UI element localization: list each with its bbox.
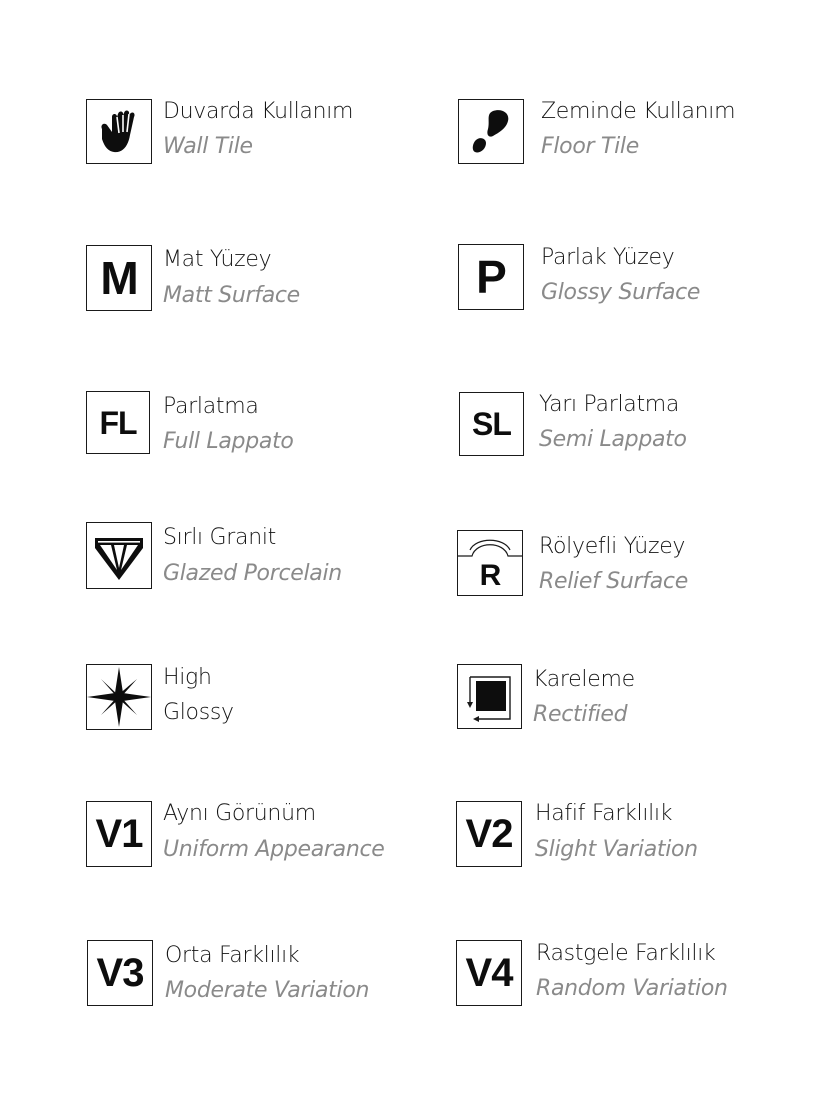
title: Parlak Yüzey (541, 245, 675, 270)
title: Duvarda Kullanım (163, 99, 354, 124)
badge-label: V1 (95, 812, 143, 856)
v1-icon (86, 801, 152, 867)
rectified-square-icon (457, 664, 522, 729)
badge-label: V2 (465, 812, 513, 856)
v2-icon (456, 801, 522, 867)
sparkle-star-icon (86, 664, 152, 730)
title: Parlatma (163, 394, 259, 419)
title: Rastgele Farklılık (536, 941, 716, 966)
subtitle: Matt Surface (163, 283, 300, 308)
v4-icon (456, 940, 522, 1006)
subtitle: Floor Tile (541, 134, 639, 159)
subtitle: Moderate Variation (165, 978, 370, 1003)
subtitle: Semi Lappato (539, 427, 687, 452)
semi-lappato-icon (459, 392, 524, 456)
relief-r-icon (457, 530, 523, 596)
badge-label: M (100, 252, 138, 304)
title: Rölyefli Yüzey (539, 534, 686, 559)
subtitle: Glossy Surface (541, 280, 701, 305)
title: Hafif Farklılık (535, 801, 673, 826)
badge-label: V3 (96, 951, 144, 995)
subtitle: Full Lappato (163, 429, 294, 454)
subtitle: Relief Surface (539, 569, 688, 594)
subtitle: Slight Variation (535, 837, 698, 862)
title: Aynı Görünüm (163, 801, 316, 826)
title: Zeminde Kullanım (541, 99, 736, 124)
title: Orta Farklılık (165, 943, 300, 968)
title: Yarı Parlatma (539, 392, 680, 417)
subtitle: Random Variation (536, 976, 728, 1001)
subtitle: Rectified (533, 702, 628, 727)
title: Mat Yüzey (163, 247, 272, 272)
title: Kareleme (533, 667, 635, 692)
footprint-icon (458, 99, 524, 164)
subtitle: Uniform Appearance (163, 837, 385, 862)
title: Sırlı Granit (163, 525, 276, 550)
badge-label: FL (99, 404, 137, 441)
glossy-p-icon (458, 244, 524, 310)
subtitle: Wall Tile (163, 134, 253, 159)
v3-icon (87, 940, 153, 1006)
badge-label: SL (472, 406, 511, 442)
badge-label: V4 (465, 951, 513, 995)
matt-m-icon (86, 245, 152, 311)
full-lappato-icon (86, 391, 150, 454)
subtitle: Glossy (163, 700, 234, 725)
title: High (163, 665, 212, 690)
diamond-icon (86, 522, 152, 589)
subtitle: Glazed Porcelain (163, 561, 342, 586)
badge-label: P (476, 251, 506, 303)
badge-label: R (479, 559, 501, 592)
hand-icon (86, 99, 152, 164)
